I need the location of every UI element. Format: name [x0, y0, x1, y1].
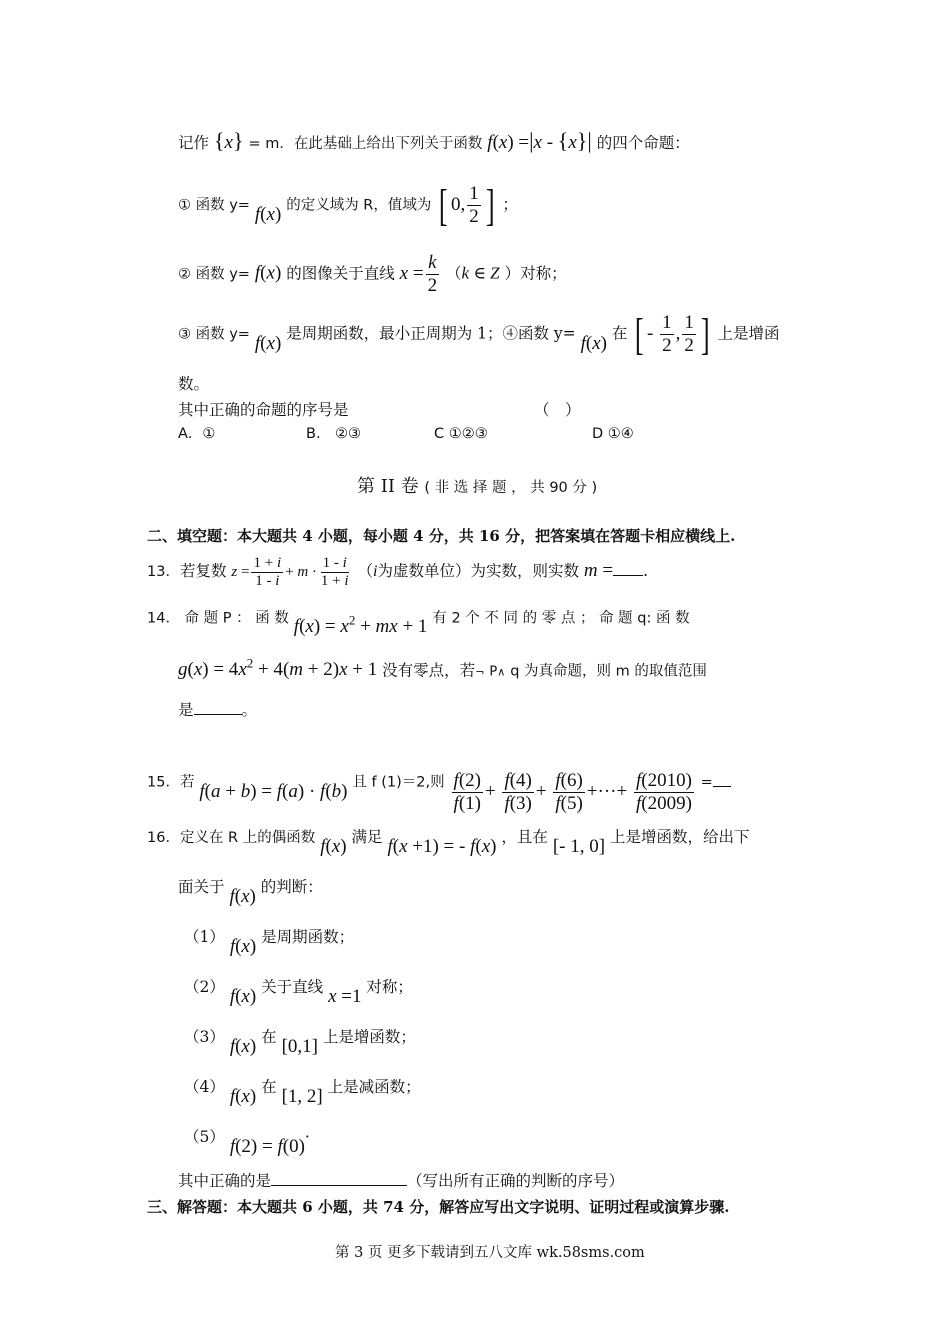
page-footer: 第 3 页 更多下载请到五八文库 wk.58sms.com: [335, 1245, 645, 1261]
text: q 为真命题，则 m 的取值范围: [510, 663, 707, 680]
q12-answer-paren: （ ）: [534, 401, 581, 419]
text: 上是增函: [717, 324, 780, 343]
text: 的判断：: [260, 878, 323, 896]
text: ）对称；: [504, 264, 567, 283]
text: （5）: [184, 1128, 225, 1146]
text: 第 II 卷: [357, 476, 419, 497]
formula-fx: f(x): [229, 886, 256, 907]
q16-item-1: [184, 926, 355, 957]
text: 上是减函数；: [327, 1078, 421, 1096]
text: 若复数: [179, 562, 227, 581]
text: 对称；: [366, 978, 413, 996]
q16-item-5: [184, 1126, 310, 1157]
answer-blank[interactable]: [613, 574, 643, 576]
q12-proposition-3-4: [178, 309, 780, 359]
not-symbol: ¬: [475, 665, 485, 679]
formula-fx: f(x): [254, 203, 282, 225]
formula-range: [ 0, $\frac{1}{2}$ ]: [439, 180, 495, 230]
question-13: [147, 555, 648, 591]
text: 13．: [147, 564, 180, 581]
q16-question: [178, 1172, 624, 1191]
text: 在: [261, 1078, 277, 1096]
q12-option-b: B. ②③: [306, 426, 362, 442]
text: 满足: [351, 828, 383, 846]
text: ，且在: [501, 828, 548, 846]
formula-fx: f(x): [229, 1036, 257, 1057]
answer-blank[interactable]: [713, 785, 731, 787]
text: 面关于: [178, 878, 225, 896]
text: 的图像关于直线: [286, 264, 395, 283]
question-15: [147, 760, 731, 814]
text: ① 函数 y=: [178, 197, 250, 214]
question-14-line1: [147, 603, 690, 638]
text: （4）: [184, 1078, 225, 1096]
text: 上是增函数，给出下: [610, 828, 750, 846]
formula-fx1: f(x +1) = - f(x): [387, 836, 497, 857]
text: 且 f (1)＝2,则: [352, 774, 445, 791]
formula-interval-m10: [- 1, 0]: [552, 836, 606, 857]
q16-item-4: [184, 1076, 421, 1107]
formula-interval: [ - $\frac{1}{2}$ , $\frac{1}{2}$ ]: [635, 309, 710, 359]
text: .: [643, 562, 649, 581]
formula-gx: $g(x) = 4x^2 + 4(m + 2)x + 1$: [178, 656, 378, 681]
q12-option-d: D ①④: [592, 426, 634, 442]
text: （: [357, 562, 374, 581]
question-16-line2: [178, 876, 323, 907]
text: ( 非 选 择 题 ， 共 90 分 ): [424, 480, 598, 496]
answer-blank[interactable]: [194, 713, 242, 715]
text: 是: [178, 701, 194, 719]
formula-fab: f(a + b) = f(a) · f(b): [199, 780, 348, 802]
q12-proposition-2: [178, 252, 567, 297]
text: （1）: [184, 928, 225, 946]
text: 在: [261, 1028, 277, 1046]
q12-intro-line: [178, 128, 690, 155]
part3-header: 三、解答题：本大题共 6 小题，共 74 分，解答应写出文字说明、证明过程或演算步骤.: [147, 1198, 730, 1216]
formula-i: i: [373, 563, 378, 581]
text: 为虚数单位）为实数，则实数: [377, 562, 579, 581]
text: 15．若: [147, 774, 195, 791]
formula-fx: f(x): [254, 332, 282, 354]
text: 其中正确的是: [178, 1172, 272, 1190]
text: 是周期函数；: [261, 928, 355, 946]
q12-option-c: C ①②③: [434, 426, 488, 442]
question-14-line3: [178, 701, 257, 720]
formula-interval-01: [0,1]: [281, 1036, 318, 1057]
formula-x-k2: x = $\frac{k}{2}$: [399, 252, 438, 296]
formula-fx-def: f(x) =|x - {x}|: [487, 128, 592, 153]
formula-fx: f(x): [229, 1086, 257, 1107]
text: 关于直线: [261, 978, 324, 996]
formula-sum: $\frac{f(2)}{f(1)}$ + $\frac{f(4)}{f(3)}$ + $\frac{f(6)}{f(5)}$ +···+ $\frac{f(2010)}{f(2009)}$: [453, 770, 692, 814]
formula-fx: f(x): [320, 836, 347, 857]
q12-continuation: 数。: [178, 375, 210, 393]
formula-m-eq: m =: [583, 560, 614, 582]
text: 记作: [178, 134, 210, 152]
q12-question: 其中正确的命题的序号是: [178, 401, 349, 419]
question-14-line2: [178, 656, 707, 682]
fill-in-header: 二、填空题：本大题共 4 小题，每小题 4 分，共 16 分，把答案填在答题卡相应横线上.: [147, 527, 736, 545]
braces-x: {x}: [213, 128, 244, 153]
formula-f2-f0: f(2) = f(0): [229, 1136, 305, 1157]
dot: ·: [304, 1128, 310, 1146]
text: ③ 函数 y=: [178, 326, 250, 343]
text: 上是增函数；: [322, 1028, 416, 1046]
text: 有 2 个 不 同 的 零 点 ； 命 题 q: 函 数: [432, 610, 690, 627]
q16-item-2: [184, 976, 413, 1007]
text: 14． 命 题 P ： 函 数: [147, 610, 289, 627]
text: = m．在此基础上给出下列关于函数: [248, 136, 483, 152]
text: ② 函数 y=: [178, 266, 250, 283]
formula-fx: f(x): [229, 936, 257, 957]
formula-k-in-z: k ∈ Z: [461, 263, 500, 283]
text: 。: [241, 701, 258, 719]
text: 没有零点，若: [382, 661, 476, 680]
text: （写出所有正确的判断的序号）: [407, 1172, 625, 1190]
formula-fx: f(x): [254, 262, 282, 284]
question-16-line1: [147, 826, 750, 857]
part2-title: [357, 476, 597, 498]
text: ；: [502, 195, 518, 214]
and-symbol: ∧: [497, 665, 506, 679]
text: 是周期函数，最小正周期为 1；④函数 y=: [286, 324, 576, 343]
text: （2）: [184, 978, 225, 996]
formula-z: z = $\frac{1 + i}{1 - i}$ + m · $\frac{1 - i}{1 + i}$: [231, 555, 349, 590]
text: 在: [611, 324, 628, 343]
q12-proposition-1: [178, 180, 518, 230]
formula-fx: f(x): [580, 332, 607, 354]
formula-fx: f(x): [229, 986, 257, 1007]
text: =: [700, 774, 713, 791]
answer-blank[interactable]: [271, 1184, 407, 1186]
text: 的四个命题：: [596, 134, 690, 152]
text: （: [446, 264, 462, 283]
q12-option-a: A．①: [178, 426, 216, 442]
formula-interval-12: [1, 2]: [281, 1086, 323, 1107]
formula-fx-quadratic: $f(x) = x^2$ + mx + 1: [293, 613, 428, 638]
text: 的定义域为 R，值域为: [286, 197, 432, 214]
text: 16．定义在 R 上的偶函数: [147, 830, 316, 846]
q16-item-3: [184, 1026, 416, 1057]
text: P: [489, 664, 498, 680]
formula-x-eq-1: x =1: [328, 986, 362, 1007]
text: （3）: [184, 1028, 225, 1046]
